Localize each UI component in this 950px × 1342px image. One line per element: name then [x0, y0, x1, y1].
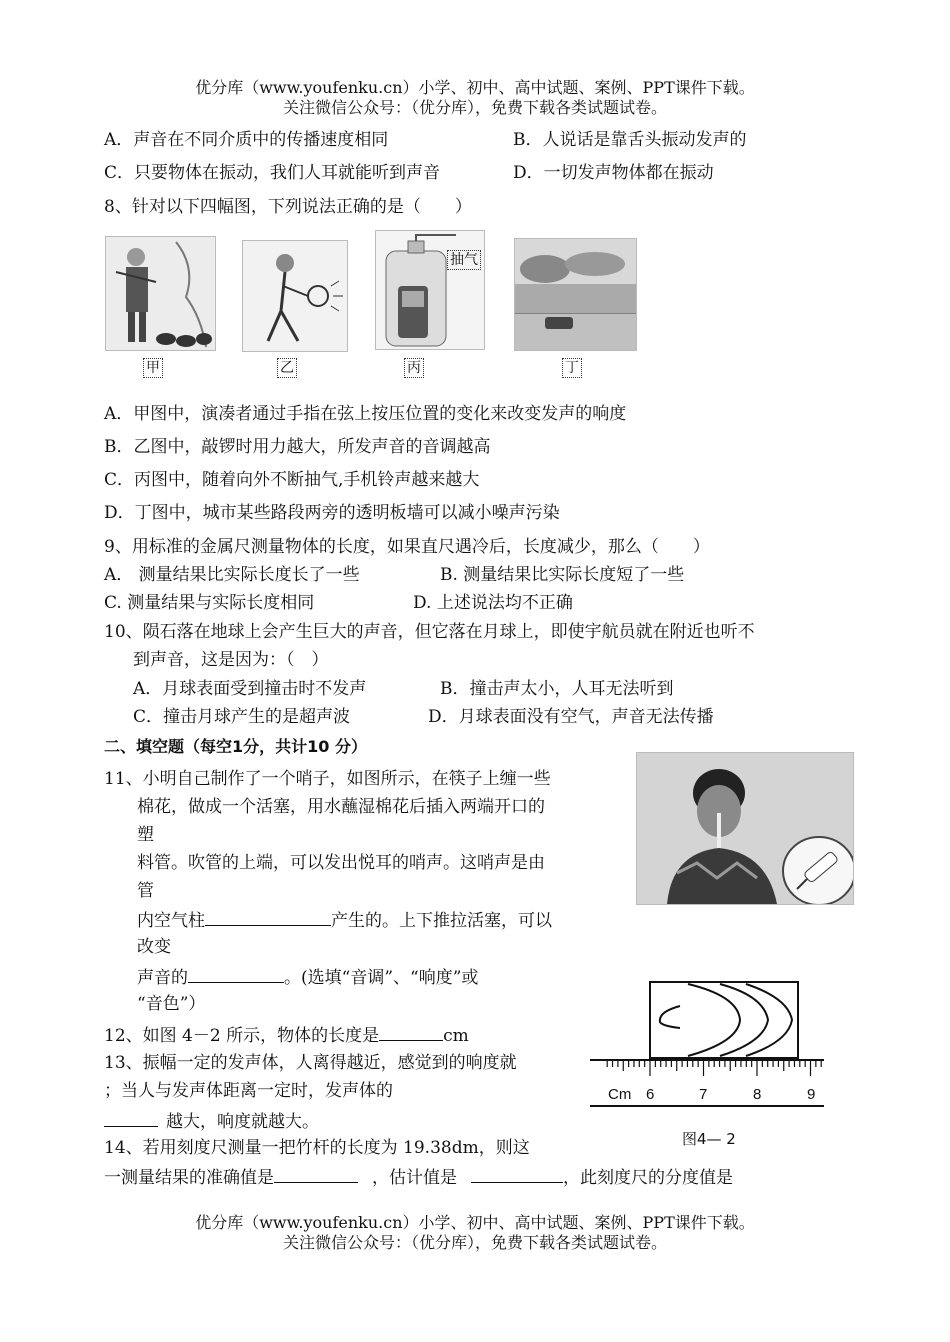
ruler-tick-8: 8 [753, 1086, 762, 1103]
q11-line-4: 料管。吹管的上端，可以发出悦耳的哨声。这哨声是由 [137, 853, 545, 873]
q14-line-2 [104, 1164, 733, 1190]
q11-blank-1[interactable] [205, 907, 331, 926]
caption-bing: 丙 [404, 358, 424, 378]
q14-blank-2[interactable] [471, 1164, 563, 1183]
q12-prefix: 12、如图 4－2 所示，物体的长度是 [104, 1026, 380, 1046]
figure-yi-gong [242, 240, 348, 352]
figure-ding-noise-barrier [514, 238, 637, 351]
q14-line-2-b: ，估计值是 [372, 1168, 457, 1188]
ruler-unit: Cm [608, 1086, 632, 1103]
ruler-tick-7: 7 [699, 1086, 708, 1103]
q10-option-b: B．撞击声太小，人耳无法听到 [440, 679, 674, 699]
figure-bing-bell-jar [375, 230, 485, 350]
footer-line-1: 优分库（www.youfenku.cn）小学、初中、高中试题、案例、PPT课件下载。 [195, 1213, 755, 1232]
q11-line-8-prefix: 声音的 [137, 968, 188, 988]
q11-line-9: “音色”） [137, 994, 206, 1014]
q10-option-c: C．撞击月球产生的是超声波 [133, 707, 351, 727]
q11-line-6-suffix: 产生的。上下推拉活塞，可以 [331, 911, 552, 931]
q12-blank[interactable] [379, 1022, 443, 1041]
q7-option-a: A．声音在不同介质中的传播速度相同 [104, 130, 389, 150]
q8-option-d: D．丁图中，城市某些路段两旁的透明板墙可以减小噪声污染 [104, 503, 560, 523]
q12-unit: cm [443, 1026, 469, 1046]
q9-option-c: C. 测量结果与实际长度相同 [104, 593, 315, 613]
header-line-1: 优分库（www.youfenku.cn）小学、初中、高中试题、案例、PPT课件下载。 [195, 78, 755, 97]
q7-option-b: B．人说话是靠舌头振动发声的 [513, 130, 747, 150]
q13-line-3 [104, 1108, 319, 1134]
ruler-tick-6: 6 [646, 1086, 655, 1103]
figure-4-2-caption: 图4— 2 [682, 1130, 736, 1148]
q11-line-6-prefix: 内空气柱 [137, 911, 205, 931]
q14-line-2-a: 一测量结果的准确值是 [104, 1168, 274, 1188]
q11-line-2: 棉花，做成一个活塞，用水蘸湿棉花后插入两端开口的 [137, 797, 545, 817]
q11-line-5: 管 [137, 881, 154, 901]
caption-ding: 丁 [562, 358, 582, 378]
q13-blank[interactable] [104, 1108, 158, 1127]
q12-line [104, 1022, 469, 1048]
q14-line-1: 14、若用刻度尺测量一把竹杆的长度为 19.38dm，则这 [104, 1138, 530, 1158]
footer-line-2: 关注微信公众号：（优分库），免费下载各类试题试卷。 [282, 1233, 667, 1252]
q11-line-7: 改变 [137, 937, 171, 957]
q9-option-b: B. 测量结果比实际长度短了一些 [440, 565, 685, 585]
figure-jia-violinist [105, 236, 216, 351]
q10-stem-1: 10、陨石落在地球上会产生巨大的声音，但它落在月球上，即使宇航员就在附近也听不 [104, 622, 755, 642]
q11-line-1: 11、小明自己制作了一个哨子，如图所示，在筷子上缠一些 [104, 769, 551, 789]
header-line-2: 关注微信公众号：（优分库），免费下载各类试题试卷。 [282, 98, 667, 117]
q13-line-3-text: 越大，响度就越大。 [166, 1112, 319, 1132]
caption-jia: 甲 [143, 358, 163, 378]
q11-line-8 [137, 964, 478, 990]
q8-option-c: C．丙图中，随着向外不断抽气,手机铃声越来越大 [104, 470, 480, 490]
q10-option-a: A．月球表面受到撞击时不发声 [133, 679, 367, 699]
q8-option-a: A．甲图中，演凑者通过手指在弦上按压位置的变化来改变发声的响度 [104, 404, 627, 424]
figure-4-2-ruler [588, 976, 828, 1116]
q8-stem: 8、针对以下四幅图，下列说法正确的是（ ） [104, 197, 472, 217]
section-2-title: 二、填空题（每空1分，共计10 分） [104, 737, 367, 756]
figure-boy-whistle-photo [636, 752, 854, 905]
q7-option-c: C．只要物体在振动，我们人耳就能听到声音 [104, 163, 441, 183]
q10-option-d: D．月球表面没有空气，声音无法传播 [428, 707, 714, 727]
q11-line-3: 塑 [137, 825, 154, 845]
caption-yi: 乙 [277, 358, 297, 378]
q14-blank-1[interactable] [274, 1164, 358, 1183]
q13-line-2: ；当人与发声体距离一定时，发声体的 [104, 1081, 393, 1101]
q7-option-d: D．一切发声物体都在振动 [513, 163, 714, 183]
ruler-tick-9: 9 [807, 1086, 816, 1103]
q13-line-1: 13、振幅一定的发声体，人离得越近，感觉到的响度就 [104, 1053, 517, 1073]
q9-option-a: A． 测量结果比实际长度长了一些 [104, 565, 360, 585]
q11-line-8-suffix: 。(选填“音调”、“响度”或 [284, 968, 479, 988]
q11-blank-2[interactable] [188, 964, 284, 983]
q11-line-6 [137, 907, 552, 933]
pump-label: 抽气 [447, 250, 481, 270]
q10-stem-2: 到声音，这是因为：（ ） [133, 650, 329, 670]
q9-stem: 9、用标准的金属尺测量物体的长度，如果直尺遇冷后，长度减少，那么（ ） [104, 537, 710, 557]
q8-option-b: B．乙图中，敲锣时用力越大，所发声音的音调越高 [104, 437, 491, 457]
q14-line-2-c: ，此刻度尺的分度值是 [563, 1168, 733, 1188]
q9-option-d: D. 上述说法均不正确 [413, 593, 573, 613]
